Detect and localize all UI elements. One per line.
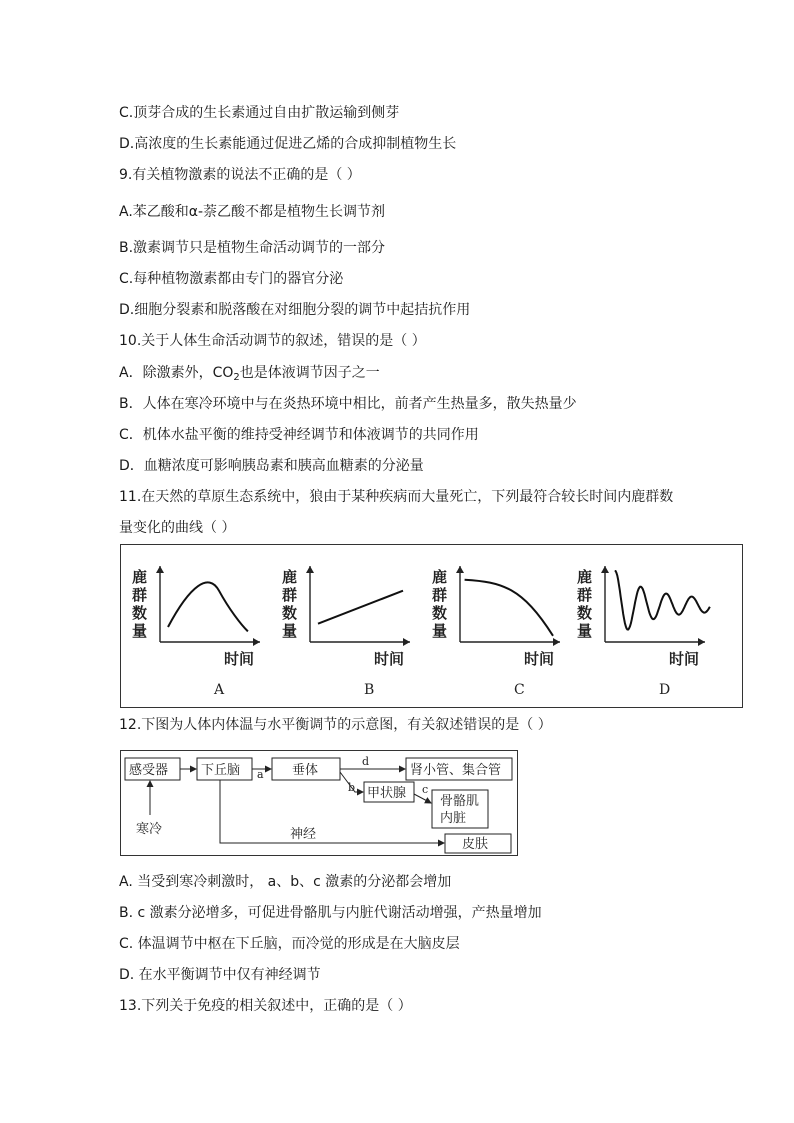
question-12-option-b: B. c 激素分泌增多，可促进骨骼肌与内脏代谢活动增强，产热量增加 — [119, 905, 542, 921]
curve-panel-D — [577, 566, 710, 698]
question-9-option-a: A.苯乙酸和α-萘乙酸不都是植物生长调节剂 — [119, 204, 386, 220]
x-axis-label: 时间 — [524, 650, 555, 668]
cold-label: 寒冷 — [136, 822, 163, 837]
x-axis-label: 时间 — [374, 650, 405, 668]
kidney-label: 肾小管、集合管 — [410, 763, 502, 778]
regulation-diagram — [120, 750, 518, 856]
question-9: 9.有关植物激素的说法不正确的是（ ） — [119, 167, 361, 183]
ylabel-char: 数 — [132, 604, 148, 622]
ylabel-char: 数 — [282, 604, 298, 622]
pituitary-label: 垂体 — [292, 763, 319, 778]
ylabel-char: 群 — [282, 586, 298, 604]
ylabel-char: 量 — [432, 622, 448, 640]
muscle-label-1: 骨骼肌 — [440, 794, 480, 809]
question-13: 13.下列关于免疫的相关叙述中，正确的是（ ） — [119, 998, 412, 1014]
population-curve — [615, 571, 710, 630]
ylabel-char: 量 — [282, 622, 298, 640]
panel-label: B — [364, 682, 375, 698]
curve-panel-A — [132, 566, 260, 698]
curve-panel-C — [432, 566, 560, 698]
x-axis-label: 时间 — [669, 650, 700, 668]
panel-label: C — [514, 682, 525, 698]
question-9-option-d: D.细胞分裂素和脱落酸在对细胞分裂的调节中起拮抗作用 — [119, 302, 471, 318]
y-axis-arrow — [456, 566, 464, 573]
thyroid-label: 甲状腺 — [367, 786, 407, 801]
nerve-label: 神经 — [290, 827, 317, 842]
label-c: c — [422, 783, 429, 796]
question-11: 11.在天然的草原生态系统中，狼由于某种疾病而大量死亡，下列最符合较长时间内鹿群数 — [119, 489, 674, 505]
question-10-option-d: D．血糖浓度可影响胰岛素和胰高血糖素的分泌量 — [119, 458, 424, 474]
ylabel-char: 数 — [432, 604, 448, 622]
panel-label: D — [659, 682, 671, 698]
population-curve — [318, 591, 403, 624]
population-curves-figure — [120, 544, 743, 708]
receptor-label: 感受器 — [129, 763, 169, 778]
muscle-label-2: 内脏 — [440, 811, 467, 826]
y-axis-arrow — [156, 566, 164, 573]
ylabel-char: 群 — [432, 586, 448, 604]
question-12-option-c: C. 体温调节中枢在下丘脑，而冷觉的形成是在大脑皮层 — [119, 936, 460, 952]
ylabel-char: 群 — [577, 586, 593, 604]
question-12-option-a: A. 当受到寒冷刺激时， a、b、c 激素的分泌都会增加 — [119, 874, 452, 890]
x-axis-arrow — [403, 638, 410, 646]
panel-label: A — [214, 682, 225, 698]
question-11-cont: 量变化的曲线（ ） — [119, 520, 236, 536]
y-axis-arrow — [601, 566, 609, 573]
label-d: d — [362, 755, 370, 768]
q10a-text: A．除激素外，CO — [119, 365, 234, 381]
question-9-option-b: B.激素调节只是植物生命活动调节的一部分 — [119, 240, 386, 256]
ylabel-char: 鹿 — [577, 568, 593, 586]
question-10-option-b: B．人体在寒冷环境中与在炎热环境中相比，前者产生热量多，散失热量少 — [119, 396, 577, 412]
question-10-option-a — [119, 364, 380, 382]
hypothalamus-label: 下丘脑 — [201, 763, 241, 778]
label-b: b — [348, 781, 356, 794]
curve-panel-B — [282, 566, 410, 698]
x-axis-arrow — [698, 638, 705, 646]
ylabel-char: 鹿 — [432, 568, 448, 586]
question-12-option-d: D. 在水平衡调节中仅有神经调节 — [119, 967, 321, 983]
ylabel-char: 量 — [132, 622, 148, 640]
question-10-option-c: C．机体水盐平衡的维持受神经调节和体液调节的共同作用 — [119, 427, 479, 443]
ylabel-char: 鹿 — [132, 568, 148, 586]
y-axis-arrow — [306, 566, 314, 573]
q10a-subscript: 2 — [233, 372, 240, 383]
ylabel-char: 量 — [577, 622, 593, 640]
q10a-text-tail: 也是体液调节因子之一 — [239, 365, 380, 381]
population-curve — [168, 582, 248, 631]
ylabel-char: 群 — [132, 586, 148, 604]
x-axis-label: 时间 — [224, 650, 255, 668]
option-9-c-prev: C.顶芽合成的生长素通过自由扩散运输到侧芽 — [119, 105, 400, 121]
question-10: 10.关于人体生命活动调节的叙述，错误的是（ ） — [119, 333, 426, 349]
skin-label: 皮肤 — [462, 837, 489, 852]
question-9-option-c: C.每种植物激素都由专门的器官分泌 — [119, 271, 344, 287]
ylabel-char: 鹿 — [282, 568, 298, 586]
option-9-d-prev: D.高浓度的生长素能通过促进乙烯的合成抑制植物生长 — [119, 136, 457, 152]
x-axis-arrow — [253, 638, 260, 646]
ylabel-char: 数 — [577, 604, 593, 622]
population-curve — [465, 580, 553, 636]
question-12: 12.下图为人体内体温与水平衡调节的示意图，有关叙述错误的是（ ） — [119, 717, 552, 733]
x-axis-arrow — [553, 638, 560, 646]
label-a: a — [257, 768, 264, 781]
